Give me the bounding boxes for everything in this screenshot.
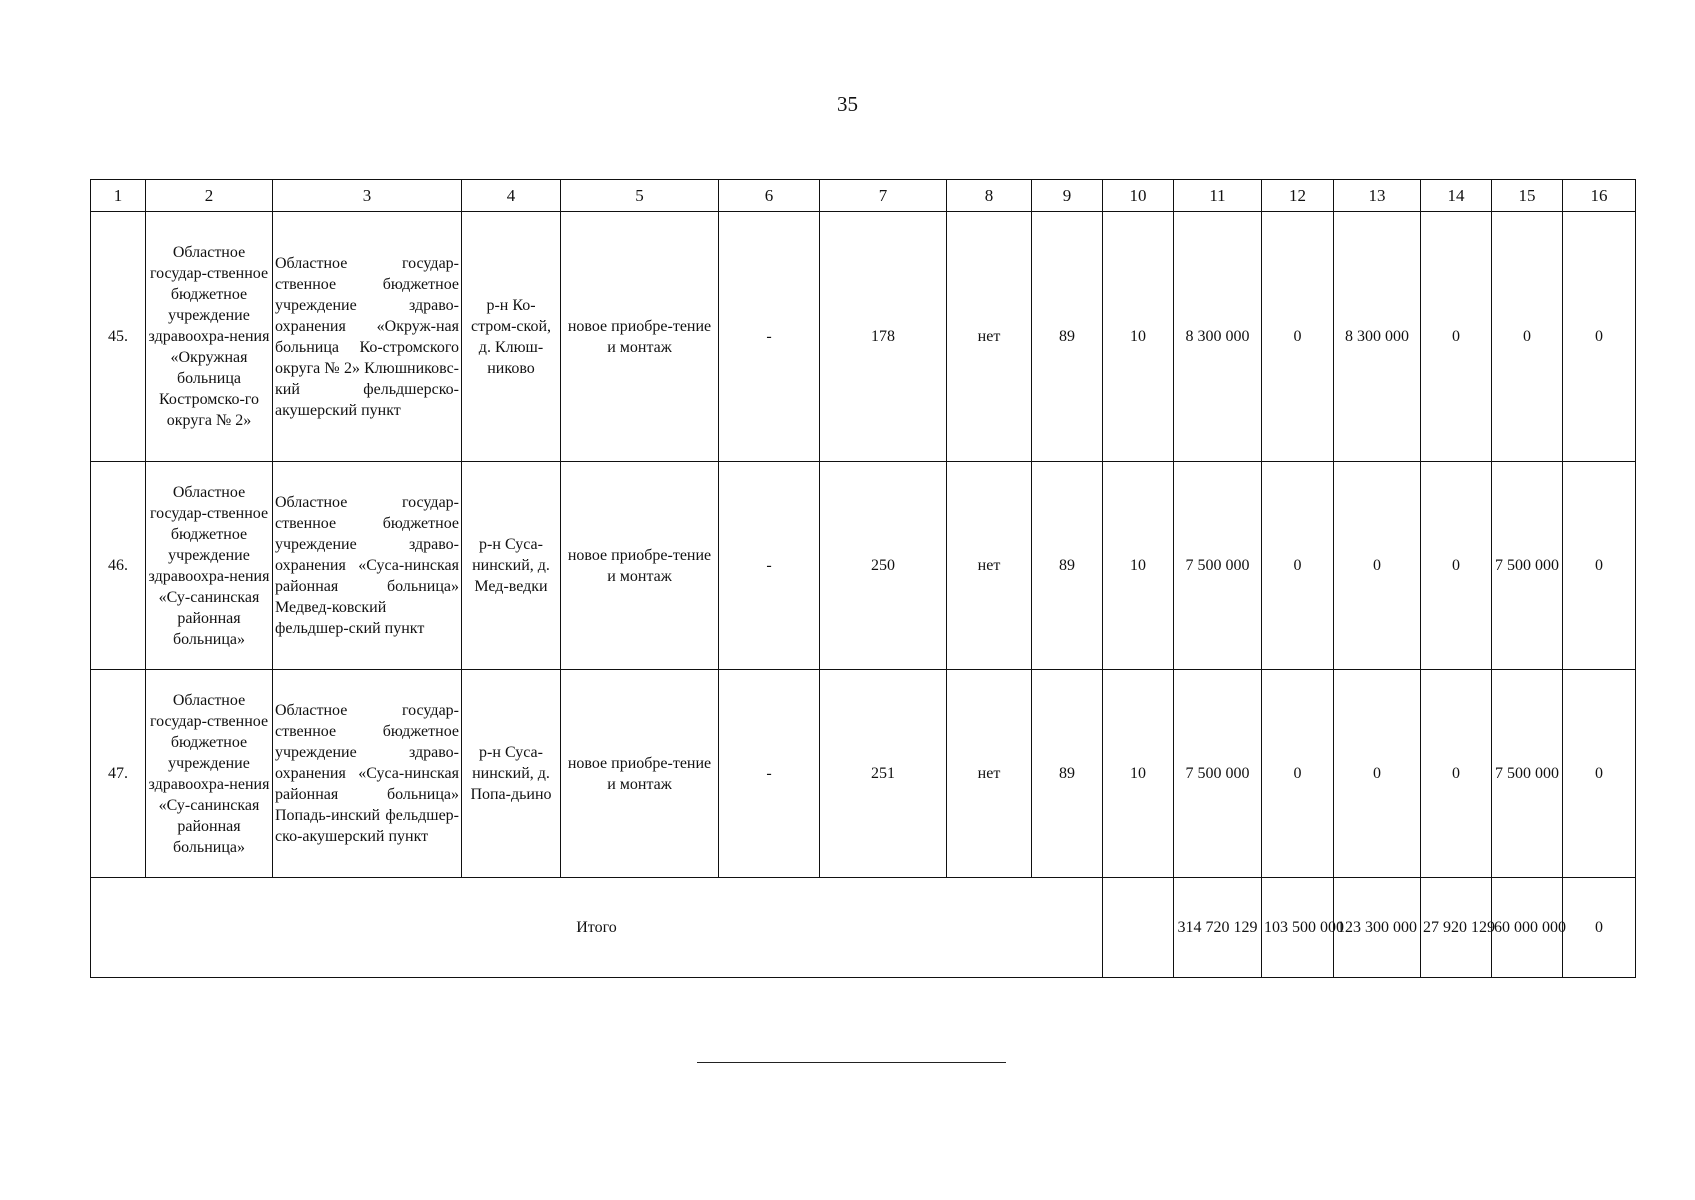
header-cell: 12 [1262,180,1334,212]
cell-9: 89 [1032,212,1103,462]
cell-14: 0 [1421,462,1492,670]
total-cell-16: 0 [1563,878,1636,978]
cell-8: нет [947,462,1032,670]
header-cell: 11 [1174,180,1262,212]
header-cell: 4 [462,180,561,212]
organization-cell: Областное государ-ственное бюджетное учреждение здравоохра-нения «Окружная больница Костромско-го округа № 2» [146,212,273,462]
table-header-row [91,180,1636,212]
cell-11: 7 500 000 [1174,670,1262,878]
header-cell: 7 [820,180,947,212]
location-cell: р-н Суса-нинский, д. Попа-дьино [462,670,561,878]
cell-12: 0 [1262,462,1334,670]
header-cell: 3 [273,180,462,212]
cell-13: 8 300 000 [1334,212,1421,462]
work-type-cell: новое приобре-тение и монтаж [561,212,719,462]
cell-6: - [719,462,820,670]
header-cell: 6 [719,180,820,212]
cell-13: 0 [1334,462,1421,670]
object-cell [273,212,462,462]
header-cell: 15 [1492,180,1563,212]
page-number: 35 [837,92,858,116]
header-cell: 5 [561,180,719,212]
cell-9: 89 [1032,462,1103,670]
cell-9: 89 [1032,670,1103,878]
cell-15: 7 500 000 [1492,670,1563,878]
header-cell: 8 [947,180,1032,212]
cell-11: 7 500 000 [1174,462,1262,670]
object-cell [273,670,462,878]
cell-8: нет [947,670,1032,878]
object-text: Областное государ-ственное бюджетное учреждение здраво-охранения «Суса-нинская районная больница» Медвед-ковский фельдшер-ский пункт [275,494,459,637]
total-cell-11: 314 720 129 [1174,878,1262,978]
cell-15: 7 500 000 [1492,462,1563,670]
cell-16: 0 [1563,212,1636,462]
header-cell: 14 [1421,180,1492,212]
table-row [91,212,1636,462]
investment-table [90,179,1636,978]
cell-11: 8 300 000 [1174,212,1262,462]
cell-7: 250 [820,462,947,670]
header-cell: 9 [1032,180,1103,212]
row-number: 45. [91,212,146,462]
cell-7: 178 [820,212,947,462]
cell-14: 0 [1421,670,1492,878]
table-row [91,462,1636,670]
location-cell: р-н Ко-стром-ской, д. Клюш-никово [462,212,561,462]
header-cell: 2 [146,180,273,212]
header-cell: 16 [1563,180,1636,212]
cell-12: 0 [1262,670,1334,878]
object-text: Областное государ-ственное бюджетное учреждение здраво-охранения «Окруж-ная больница Ко-стромского округа № 2» Клюшниковс-кий фельдшерско-акушерский пункт [275,254,459,419]
object-cell [273,462,462,670]
total-cell-10 [1103,878,1174,978]
total-row [91,878,1636,978]
cell-6: - [719,212,820,462]
row-number: 46. [91,462,146,670]
total-cell-14: 27 920 129 [1421,878,1492,978]
table-row [91,670,1636,878]
cell-6: - [719,670,820,878]
work-type-cell: новое приобре-тение и монтаж [561,670,719,878]
cell-15: 0 [1492,212,1563,462]
organization-cell: Областное государ-ственное бюджетное учреждение здравоохра-нения «Су-санинская районная больница» [146,670,273,878]
cell-10: 10 [1103,670,1174,878]
total-cell-15: 60 000 000 [1492,878,1563,978]
total-label: Итого [91,878,1103,978]
object-text: Областное государ-ственное бюджетное учреждение здраво-охранения «Суса-нинская районная больница» Попадь-инский фельдшер-ско-акушерский пункт [275,702,459,845]
work-type-cell: новое приобре-тение и монтаж [561,462,719,670]
cell-10: 10 [1103,462,1174,670]
header-cell: 10 [1103,180,1174,212]
header-cell: 1 [91,180,146,212]
row-number: 47. [91,670,146,878]
organization-cell: Областное государ-ственное бюджетное учреждение здравоохра-нения «Су-санинская районная больница» [146,462,273,670]
total-cell-12: 103 500 000 [1262,878,1334,978]
cell-8: нет [947,212,1032,462]
cell-13: 0 [1334,670,1421,878]
cell-16: 0 [1563,462,1636,670]
total-cell-13: 123 300 000 [1334,878,1421,978]
location-cell: р-н Суса-нинский, д. Мед-ведки [462,462,561,670]
cell-7: 251 [820,670,947,878]
cell-12: 0 [1262,212,1334,462]
cell-10: 10 [1103,212,1174,462]
header-cell: 13 [1334,180,1421,212]
cell-14: 0 [1421,212,1492,462]
cell-16: 0 [1563,670,1636,878]
closing-rule-line [697,1062,1006,1063]
